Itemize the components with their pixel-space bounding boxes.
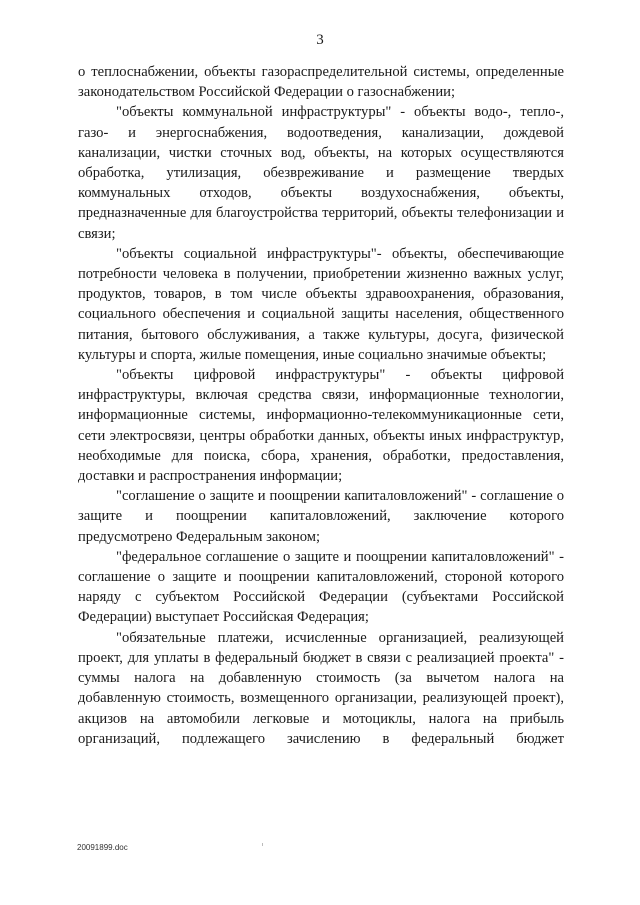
document-body — [78, 62, 564, 749]
paragraph-investment-agreement: "соглашение о защите и поощрении капиталовложений" - соглашение о защите и поощрении капиталовложений, заключение которого предусмотрено Федеральным законом; — [78, 488, 564, 545]
footer-filename: 20091899.doc — [77, 843, 128, 852]
paragraph-communal-infrastructure: "объекты коммунальной инфраструктуры" - объекты водо-, тепло-, газо- и энергоснабжения, водоотведения, канализации, дождевой канализации, чистки сточных вод, объекты, на которых осуществляются обработка, утилизация, обезвреживание и размещение твердых коммунальных отходов, объекты воздухоснабжения, объекты, предназначенные для благоустройства территорий, объекты телефонизации и связи; — [78, 104, 564, 242]
page-mark — [262, 843, 263, 846]
paragraph-gas-supply-continuation: о теплоснабжении, объекты газораспределительной системы, определенные законодательством Российской Федерации о газоснабжении; — [78, 64, 564, 101]
paragraph-mandatory-payments: "обязательные платежи, исчисленные организацией, реализующей проект, для уплаты в федеральный бюджет в связи с реализацией проекта" - суммы налога на добавленную стоимость (за вычетом налога на добавленную стоимость, возмещенного организации, реализующей проект), акцизов на автомобили легковые и мотоциклы, налога на прибыль организаций, подлежащего зачислению в федеральный бюджет — [78, 629, 564, 747]
page-number: 3 — [316, 32, 324, 48]
paragraph-social-infrastructure: "объекты социальной инфраструктуры"- объекты, обеспечивающие потребности человека в получении, приобретении жизненно важных услуг, продуктов, товаров, в том числе объекты здравоохранения, образования, социального обеспечения и социальной защиты населения, общественного питания, бытового обслуживания, а также культуры, досуга, физической культуры и спорта, жилые помещения, иные социально значимые объекты; — [78, 245, 564, 363]
paragraph-federal-agreement: "федеральное соглашение о защите и поощрении капиталовложений" - соглашение о защите и поощрении капиталовложений, стороной которого наряду с субъектом Российской Федерации (субъектами Российской Федерации) выступает Российская Федерация; — [78, 548, 564, 626]
paragraph-digital-infrastructure: "объекты цифровой инфраструктуры" - объекты цифровой инфраструктуры, включая средства связи, информационные технологии, информационные системы, информационно-телекоммуникационные сети, сети электросвязи, центры обработки данных, объекты иных инфраструктур, необходимые для поиска, сбора, хранения, обработки, предоставления, доставки и распространения информации; — [78, 367, 564, 485]
